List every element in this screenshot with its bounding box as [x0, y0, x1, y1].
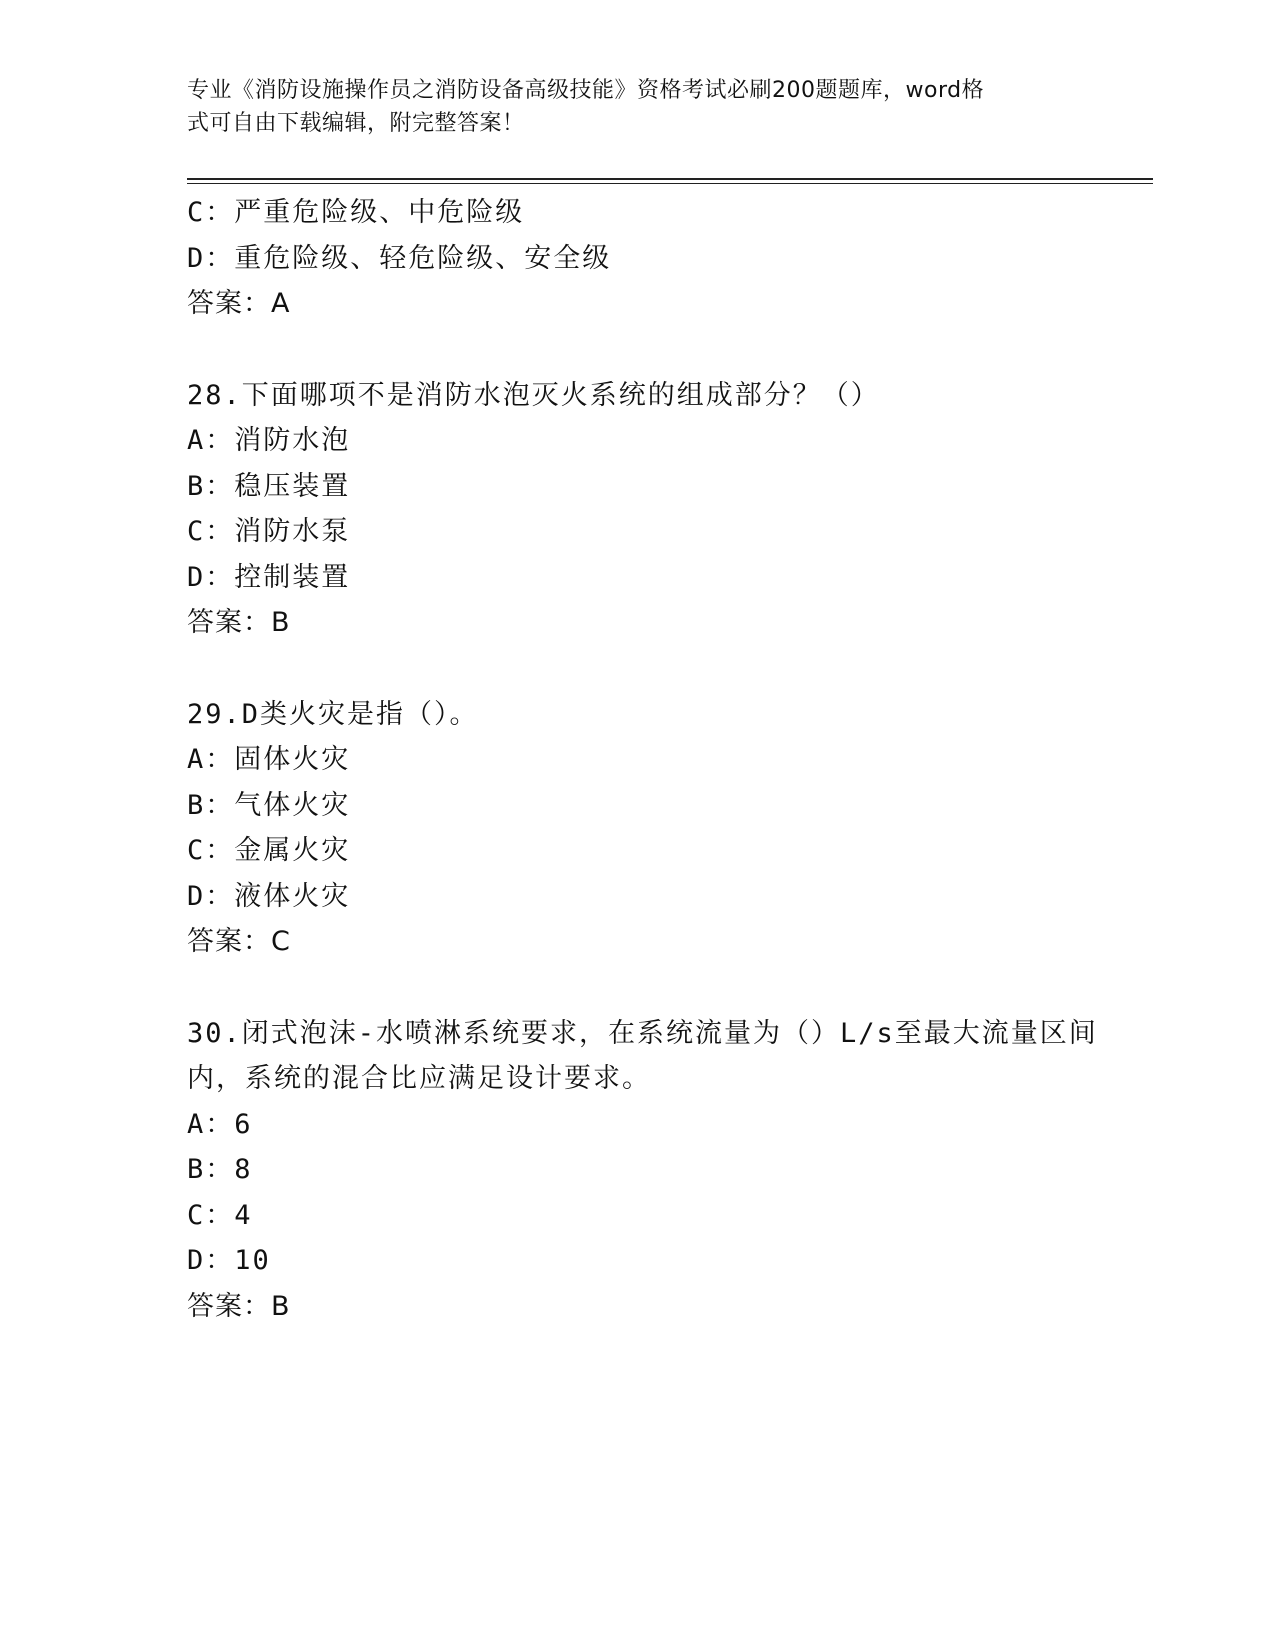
- spacer: [187, 646, 1087, 692]
- option-b: B：8: [187, 1154, 253, 1185]
- option-d: D：10: [187, 1245, 271, 1276]
- option-a: A：6: [187, 1108, 253, 1140]
- question-content: [187, 190, 1098, 1329]
- answer-line: 答案：B: [187, 607, 291, 638]
- spacer: [187, 327, 1087, 373]
- option-c: C：4: [187, 1199, 253, 1231]
- option-c: C：严重危险级、中危险级: [187, 197, 525, 228]
- header-divider-thick: [187, 178, 1153, 180]
- option-d: D：重危险级、轻危险级、安全级: [187, 242, 612, 274]
- option-c: C：金属火灾: [187, 835, 351, 866]
- option-b: B：稳压装置: [187, 470, 351, 502]
- option-a: A：消防水泡: [187, 425, 351, 456]
- spacer: [187, 965, 1087, 1011]
- answer-line: 答案：C: [187, 926, 291, 957]
- answer-line: 答案：A: [187, 288, 291, 319]
- question-stem-line-2: 内，系统的混合比应满足设计要求。: [187, 1063, 651, 1094]
- option-c: C：消防水泵: [187, 516, 351, 547]
- option-b: B：气体火灾: [187, 789, 351, 821]
- question-stem-line-1: 30.闭式泡沫-水喷淋系统要求，在系统流量为（）L/s至最大流量区间: [187, 1017, 1098, 1049]
- answer-line: 答案：B: [187, 1290, 291, 1322]
- document-header: [187, 74, 1077, 140]
- question-stem: 29.D类火灾是指（）。: [187, 698, 479, 730]
- header-line-2: 式可自由下载编辑，附完整答案！: [187, 111, 525, 136]
- question-stem: 28.下面哪项不是消防水泡灭火系统的组成部分？（）: [187, 379, 880, 411]
- header-divider-thin: [187, 183, 1153, 184]
- header-line-1: 专业《消防设施操作员之消防设备高级技能》资格考试必刷200题题库，word格: [187, 78, 985, 103]
- option-d: D：液体火灾: [187, 880, 351, 912]
- option-a: A：固体火灾: [187, 744, 351, 775]
- option-d: D：控制装置: [187, 561, 351, 593]
